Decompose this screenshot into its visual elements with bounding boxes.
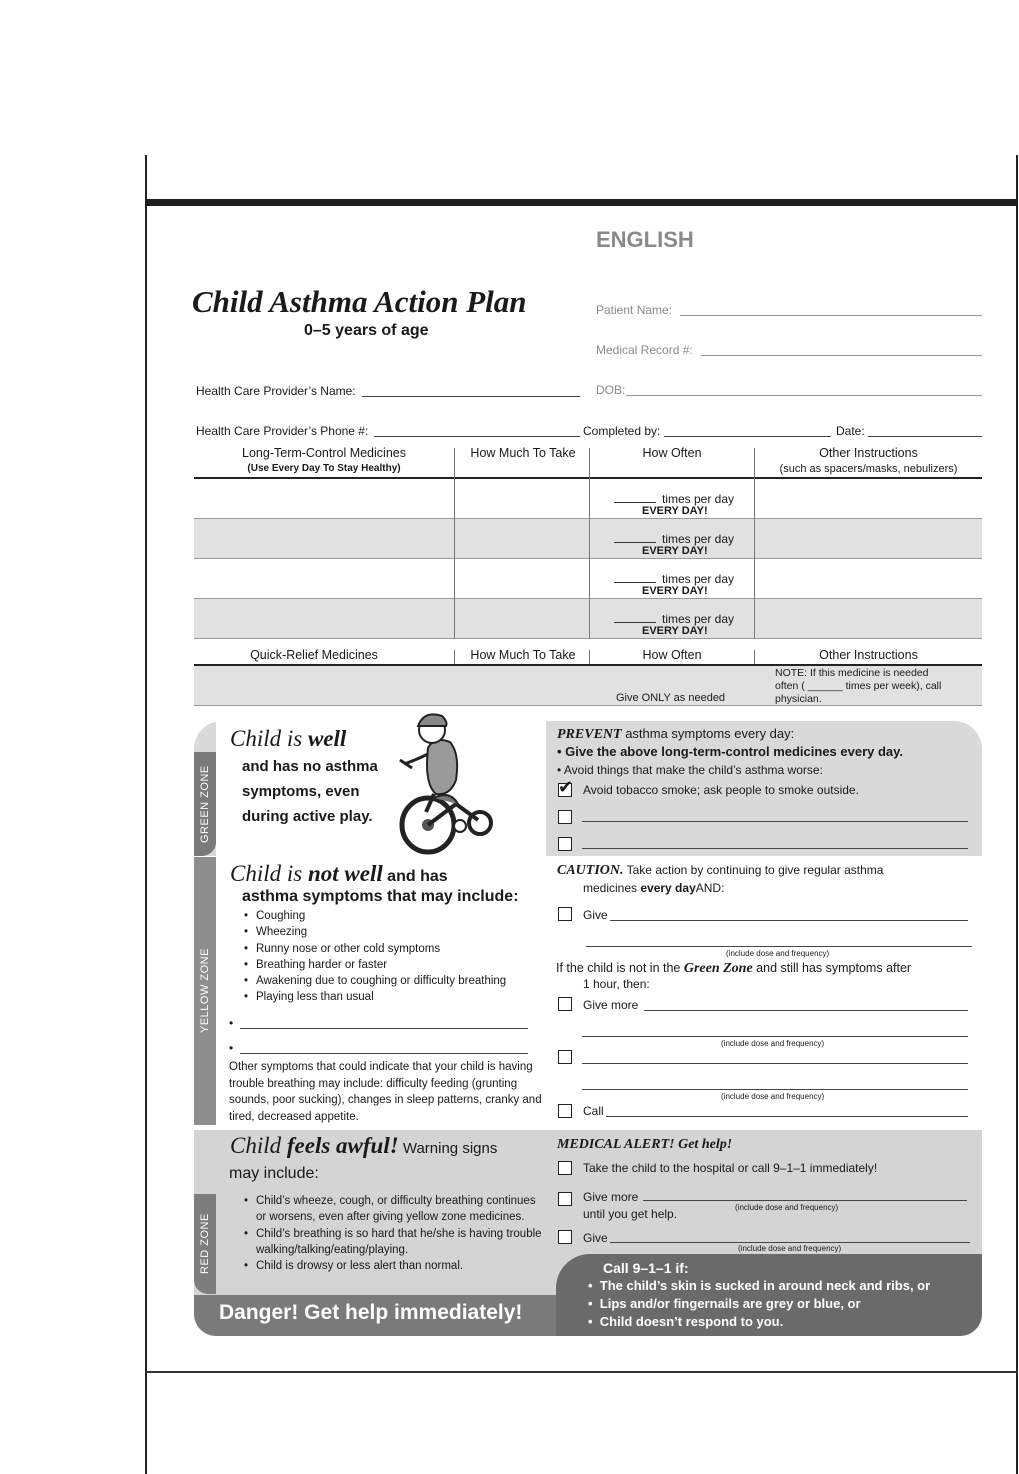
col-long-term-medicines: Long-Term-Control Medicines — [242, 446, 406, 460]
col-how-much: How Much To Take — [470, 648, 576, 662]
green-bullet-2: • Avoid things that make the child’s asthma worse: — [557, 763, 823, 777]
red-zone-title — [230, 1133, 497, 1159]
col-how-often: How Often — [642, 648, 702, 662]
row-line — [194, 518, 982, 519]
row-line — [194, 638, 982, 639]
dob-field[interactable] — [626, 395, 982, 396]
red-sign-list — [242, 1193, 542, 1274]
child-tricycle-illustration — [398, 708, 498, 856]
green-zone-desc: symptoms, even — [242, 783, 360, 800]
caution-line2-bold: every day — [640, 881, 696, 895]
red-give-more-line[interactable] — [643, 1200, 967, 1201]
date-label: Date: — [836, 424, 865, 438]
every-day: EVERY DAY! — [642, 585, 708, 597]
provider-name-label: Health Care Provider’s Name: — [196, 384, 356, 398]
avoid-smoke-text: Avoid tobacco smoke; ask people to smoke outside. — [583, 783, 859, 797]
symptom-item: • Wheezing — [256, 924, 506, 940]
green-zone-title — [230, 726, 346, 752]
yellow-give-more-line-2[interactable] — [582, 1036, 968, 1037]
medical-record-label: Medical Record #: — [596, 343, 693, 357]
red-give-more-label: Give more — [583, 1190, 639, 1204]
symptom-item: • Breathing harder or faster — [256, 957, 506, 973]
row-line — [194, 558, 982, 559]
yellow-call-label: Call — [583, 1104, 604, 1118]
if-line-2: 1 hour, then: — [583, 977, 650, 991]
long-term-row-4-shade — [194, 599, 982, 638]
green-bullet-1-text: Give the above long-term-control medicines every day. — [565, 744, 904, 759]
symptom-item: • Runny nose or other cold symptoms — [256, 941, 506, 957]
call-911-item: • Child doesn’t respond to you. — [588, 1314, 784, 1329]
call-911-title: Call 9–1–1 if: — [603, 1260, 689, 1276]
row-line — [194, 705, 982, 706]
if-not-green-text — [556, 961, 911, 977]
quick-relief-note: physician. — [775, 693, 822, 705]
warning-sign-item: • Child is drowsy or less alert than normal. — [256, 1258, 542, 1274]
check-mark-icon: ✔ — [558, 777, 574, 797]
red-give-label: Give — [583, 1231, 608, 1245]
times-blank[interactable] — [614, 502, 656, 503]
hospital-checkbox[interactable] — [558, 1161, 572, 1175]
times-blank[interactable] — [614, 542, 656, 543]
yellow-give-line-2[interactable] — [586, 946, 972, 947]
bullet-dot: • — [229, 1016, 234, 1030]
yellow-extra-line-2[interactable] — [582, 1089, 968, 1090]
dose-frequency-hint: (include dose and frequency) — [735, 1203, 839, 1212]
red-title-plain: Child — [230, 1133, 287, 1158]
symptom-item: • Playing less than usual — [256, 989, 506, 1005]
dose-frequency-hint: (include dose and frequency) — [721, 1039, 825, 1048]
page-title: Child Asthma Action Plan — [192, 284, 527, 319]
green-bullet-2-text: Avoid things that make the child’s asthma worse: — [563, 763, 823, 777]
warning-sign-item: • Child’s wheeze, cough, or difficulty breathing continues or worsens, even after giving yellow zone medicines. — [256, 1193, 542, 1226]
every-day: EVERY DAY! — [642, 505, 708, 517]
green-bullet-1: • Give the above long-term-control medicines every day. — [557, 744, 904, 759]
col-other-instructions-sub: (such as spacers/masks, nebulizers) — [779, 463, 958, 475]
caution-line2-pre: medicines — [583, 881, 641, 895]
prevent-rest: asthma symptoms every day: — [621, 726, 795, 741]
green-extra-checkbox-2[interactable] — [558, 837, 572, 851]
yellow-symptom-list — [242, 908, 506, 1006]
col-divider — [589, 448, 590, 638]
dob-label: DOB: — [596, 383, 626, 397]
bottom-rule — [145, 1371, 1018, 1373]
yellow-give-more-label: Give more — [583, 998, 639, 1012]
call-911-list — [588, 1277, 930, 1331]
call-911-item: • The child’s skin is sucked in around neck and ribs, or — [588, 1278, 931, 1293]
quick-relief-note: often ( ______ times per week), call — [775, 680, 942, 692]
green-title-bold: well — [307, 726, 347, 751]
long-term-header-rule — [194, 477, 982, 479]
prevent-bold: PREVENT — [557, 727, 622, 742]
yellow-extra-symptom-line-2[interactable] — [240, 1053, 528, 1054]
green-extra-checkbox-1[interactable] — [558, 810, 572, 824]
col-other-instructions: Other Instructions — [819, 446, 918, 460]
times-per-day: times per day — [662, 532, 735, 546]
other-symptoms-text: Other symptoms that could indicate that your child is having trouble breathing may include: difficulty feeding (grunting sounds, poor sucking), changes in sleep patterns, cranky and tired, decreased appetite. — [229, 1061, 542, 1123]
call-911-item-text: Lips and/or fingernails are grey or blue, or — [599, 1296, 861, 1311]
bullet-dot: • — [229, 1041, 234, 1055]
caution-rest: Take action by continuing to give regular asthma — [623, 863, 884, 877]
green-zone-desc: and has no asthma — [242, 758, 378, 775]
completed-by-field[interactable] — [664, 436, 831, 437]
completed-by-label: Completed by: — [583, 424, 661, 438]
times-per-day: times per day — [662, 572, 735, 586]
col-divider — [454, 448, 455, 638]
caution-line-2 — [583, 881, 724, 895]
call-911-item-text: Child doesn’t respond to you. — [599, 1314, 784, 1329]
yellow-give-more-line[interactable] — [644, 1010, 968, 1011]
caution-line2-post: AND: — [695, 881, 725, 895]
patient-name-field[interactable] — [680, 315, 982, 316]
quick-relief-note: NOTE: If this medicine is needed — [775, 667, 929, 679]
danger-text: Danger! Get help immediately! — [219, 1301, 523, 1324]
if-zone: Green Zone — [683, 961, 753, 976]
until-help-text: until you get help. — [583, 1207, 678, 1221]
caution-bold: CAUTION. — [557, 863, 624, 878]
red-zone-tab: RED ZONE — [194, 1194, 216, 1294]
yellow-title-rest: and has — [382, 868, 448, 885]
dose-frequency-hint: (include dose and frequency) — [726, 949, 830, 958]
col-divider — [754, 448, 755, 638]
col-how-much: How Much To Take — [470, 446, 576, 460]
quick-relief-how-often: Give ONLY as needed — [616, 692, 726, 704]
frame-right — [1016, 155, 1018, 1474]
col-quick-relief: Quick-Relief Medicines — [250, 648, 378, 662]
call-911-item: • Lips and/or fingernails are grey or blue, or — [588, 1296, 861, 1311]
every-day: EVERY DAY! — [642, 625, 708, 637]
caution-heading — [557, 863, 883, 879]
provider-phone-label: Health Care Provider’s Phone #: — [196, 424, 369, 438]
red-give-more-checkbox[interactable] — [558, 1192, 572, 1206]
col-other-instructions: Other Instructions — [819, 648, 918, 662]
red-title-bold: feels awful! — [286, 1133, 399, 1158]
green-extra-line-2[interactable] — [582, 848, 968, 849]
yellow-call-checkbox[interactable] — [558, 1104, 572, 1118]
yellow-give-checkbox[interactable] — [558, 907, 572, 921]
times-per-day: times per day — [662, 492, 735, 506]
provider-name-field[interactable] — [362, 396, 580, 397]
if-post: and still has symptoms after — [752, 961, 912, 975]
row-line — [194, 598, 982, 599]
dose-frequency-hint: (include dose and frequency) — [738, 1244, 842, 1253]
yellow-zone-title — [230, 861, 448, 887]
yellow-title-plain: Child is — [230, 861, 308, 886]
medical-alert-heading: MEDICAL ALERT! Get help! — [557, 1137, 733, 1152]
yellow-extra-checkbox[interactable] — [558, 1050, 572, 1064]
yellow-zone-subtitle: asthma symptoms that may include: — [242, 888, 519, 905]
dose-frequency-hint: (include dose and frequency) — [721, 1092, 825, 1101]
call-911-item-text: The child’s skin is sucked in around neck and ribs, or — [599, 1278, 931, 1293]
every-day: EVERY DAY! — [642, 545, 708, 557]
frame-left — [145, 155, 147, 1474]
times-per-day: times per day — [662, 612, 735, 626]
green-zone-desc: during active play. — [242, 808, 373, 825]
date-field[interactable] — [868, 436, 982, 437]
times-blank[interactable] — [614, 582, 656, 583]
red-title-rest: Warning signs — [398, 1140, 498, 1157]
yellow-give-more-checkbox[interactable] — [558, 997, 572, 1011]
yellow-extra-line[interactable] — [582, 1063, 968, 1064]
medical-record-field[interactable] — [701, 355, 982, 356]
provider-phone-field[interactable] — [374, 436, 580, 437]
language-label: ENGLISH — [596, 227, 694, 252]
if-pre: If the child is not in the — [556, 961, 684, 975]
hospital-text: Take the child to the hospital or call 9–1–1 immediately! — [583, 1161, 878, 1175]
yellow-extra-symptom-line-1[interactable] — [240, 1028, 528, 1029]
yellow-zone-tab: YELLOW ZONE — [194, 857, 216, 1125]
col-how-often: How Often — [642, 446, 702, 460]
col-long-term-sub: (Use Every Day To Stay Healthy) — [247, 463, 401, 474]
red-give-line[interactable] — [610, 1242, 970, 1243]
warning-sign-item: • Child’s breathing is so hard that he/she is having trouble walking/talking/eating/playing. — [256, 1226, 542, 1259]
top-rule — [145, 199, 1018, 206]
long-term-row-2-shade — [194, 519, 982, 558]
yellow-call-line[interactable] — [606, 1116, 968, 1117]
green-extra-line-1[interactable] — [582, 821, 968, 822]
red-zone-subtitle: may include: — [229, 1165, 319, 1182]
green-zone-tab: GREEN ZONE — [194, 752, 216, 856]
red-give-checkbox[interactable] — [558, 1230, 572, 1244]
times-blank[interactable] — [614, 622, 656, 623]
prevent-heading — [557, 726, 794, 743]
patient-name-label: Patient Name: — [596, 303, 673, 317]
yellow-title-bold: not well — [307, 861, 383, 886]
symptom-item: • Coughing — [256, 908, 506, 924]
green-title-plain: Child is — [230, 726, 308, 751]
yellow-give-label: Give — [583, 908, 608, 922]
age-range: 0–5 years of age — [304, 322, 429, 339]
yellow-give-line[interactable] — [610, 920, 968, 921]
symptom-item: • Awakening due to coughing or difficulty breathing — [256, 973, 506, 989]
